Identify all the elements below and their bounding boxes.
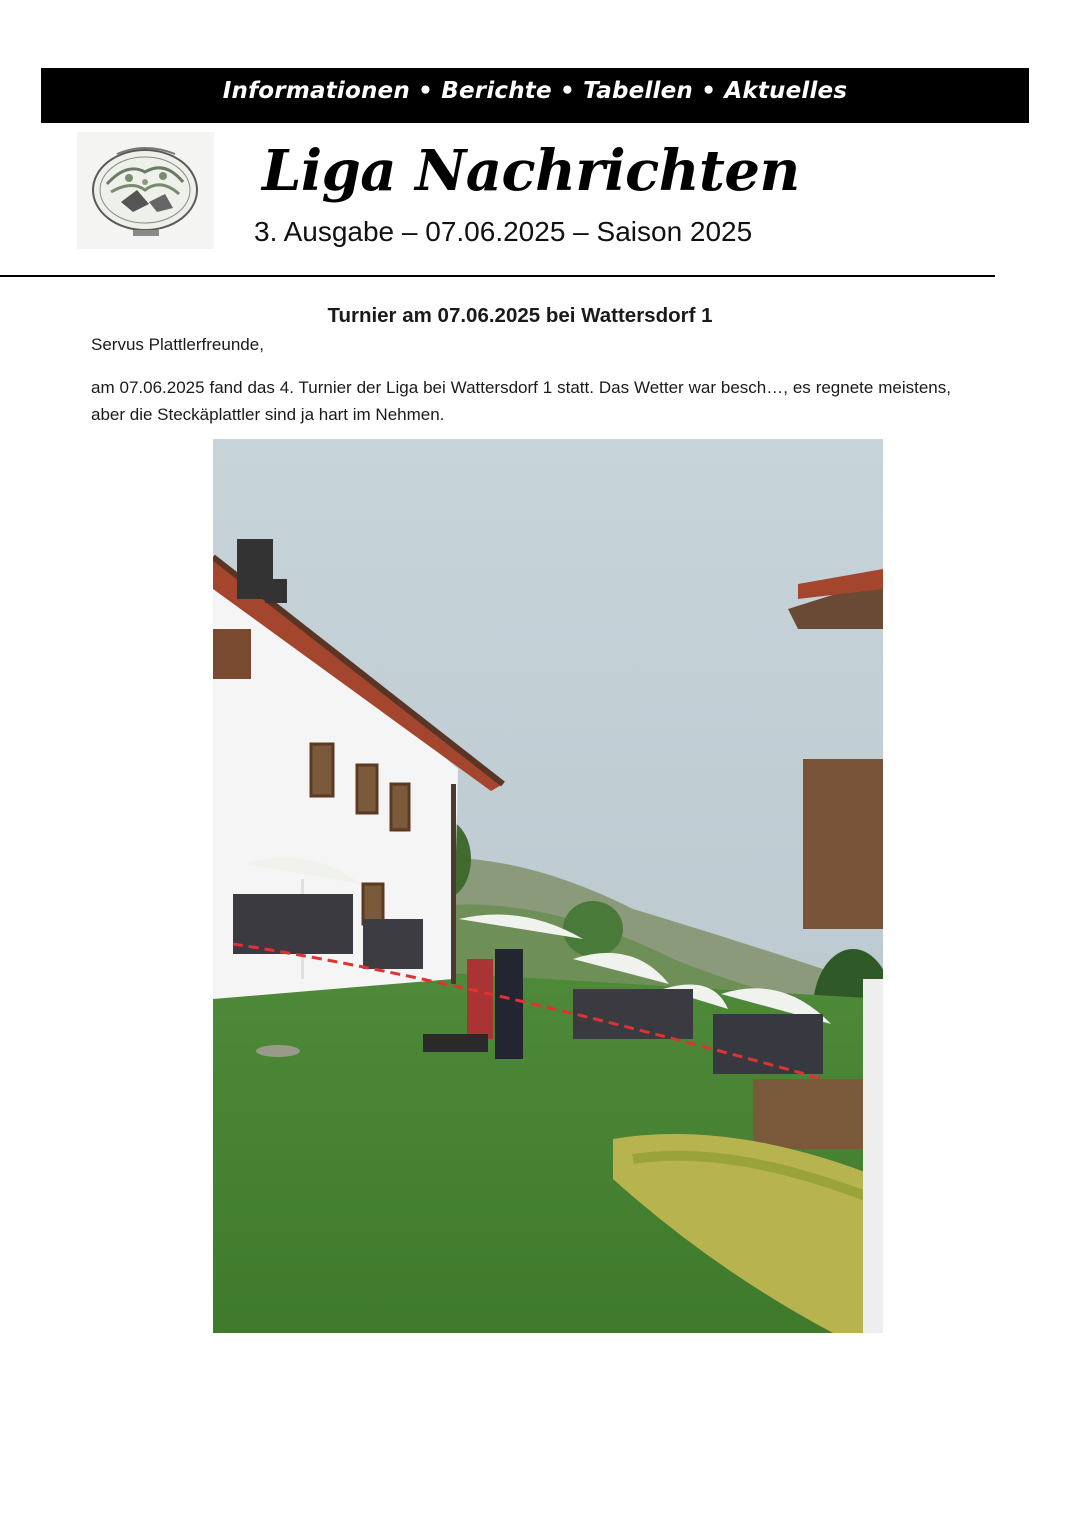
masthead-subtitle: 3. Ausgabe – 07.06.2025 – Saison 2025 — [254, 216, 753, 247]
tournament-photo — [213, 439, 883, 1333]
league-seal-logo — [77, 132, 214, 249]
header-divider — [0, 275, 995, 277]
masthead-title: Liga Nachrichten — [262, 138, 800, 204]
nav-banner-text: Informationen • Berichte • Tabellen • Aktuelles — [222, 78, 848, 104]
nav-banner — [41, 68, 1029, 123]
article-paragraph: am 07.06.2025 fand das 4. Turnier der Liga bei Wattersdorf 1 statt. Das Wetter war besch…, es regnete meistens, aber die Steckäplattler sind ja hart im Nehmen. — [91, 378, 951, 424]
article-title: Turnier am 07.06.2025 bei Wattersdorf 1 — [327, 304, 713, 327]
article-greeting: Servus Plattlerfreunde, — [91, 335, 264, 354]
